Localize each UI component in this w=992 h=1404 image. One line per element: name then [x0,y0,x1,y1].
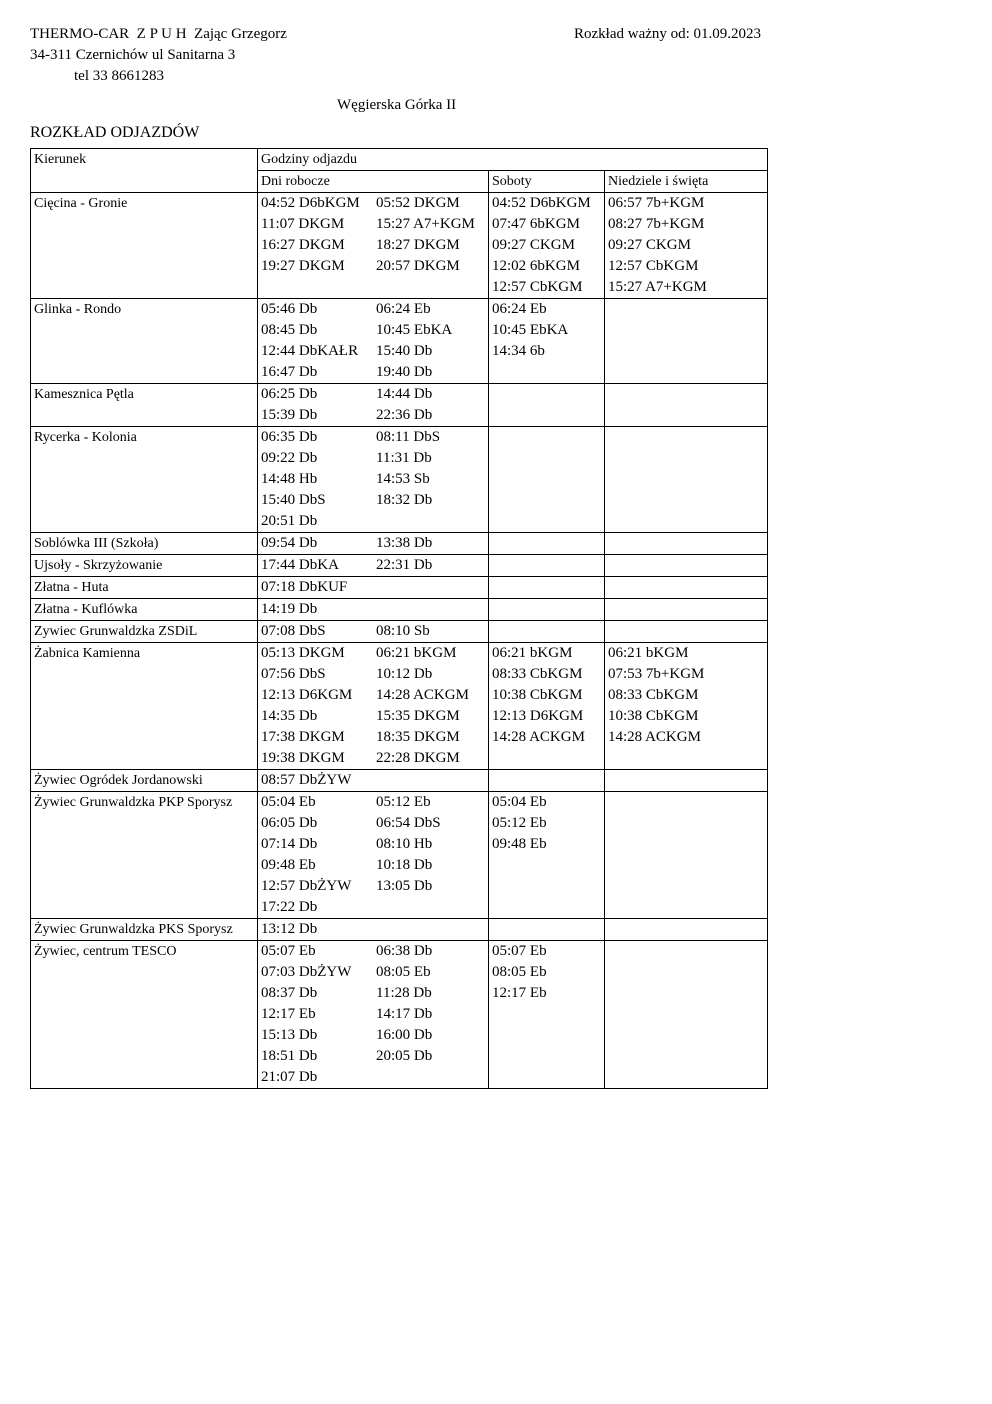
departure-time: 20:57 DKGM [376,258,460,274]
saturday-times-cell [489,577,605,599]
saturday-times-cell [489,643,605,770]
departure-time: 17:38 DKGM [261,729,345,745]
table-row [31,941,768,1089]
departure-time: 06:24 Eb [492,301,547,317]
sunday-times-cell [605,533,768,555]
departure-time: 08:57 DbŻYW [261,772,352,788]
departure-time: 12:44 DbKAŁR [261,343,359,359]
weekday-times-cell [258,792,489,919]
departure-time: 08:11 DbS [376,429,441,445]
departure-time: 07:56 DbS [261,666,326,682]
direction-cell: Soblówka III (Szkoła) [31,533,258,555]
departure-time: 14:34 6b [492,343,545,359]
departure-time: 07:08 DbS [261,623,326,639]
departure-time: 11:28 Db [376,985,432,1001]
departure-time: 09:48 Eb [261,857,316,873]
valid-from-date: Rozkład ważny od: 01.09.2023 [574,26,762,42]
departure-time: 10:18 Db [376,857,433,873]
weekday-times-cell [258,555,489,577]
departure-time: 12:57 CbKGM [608,258,699,274]
direction-header-blank [31,171,258,193]
sunday-times-cell [605,919,768,941]
departure-time: 06:35 Db [261,429,318,445]
departure-time: 14:48 Hb [261,471,318,487]
departure-time: 14:35 Db [261,708,318,724]
departure-time: 10:12 Db [376,666,433,682]
departure-time: 12:57 CbKGM [492,279,583,295]
departure-time: 05:07 Eb [492,943,547,959]
departure-time: 22:31 Db [376,557,433,573]
sunday-times-cell [605,770,768,792]
sunday-times-cell [605,621,768,643]
departure-time: 13:38 Db [376,535,433,551]
weekday-times-cell [258,599,489,621]
table-row [31,384,768,427]
departure-time: 05:46 Db [261,301,318,317]
saturday-times-cell [489,941,605,1089]
departure-time: 06:21 bKGM [376,645,457,661]
page-heading: ROZKŁAD ODJAZDÓW [30,124,200,141]
table-row [31,533,768,555]
weekday-times-cell [258,384,489,427]
departure-time: 15:35 DKGM [376,708,460,724]
saturday-times-cell [489,792,605,919]
departure-time: 16:47 Db [261,364,318,380]
table-row [31,193,768,299]
direction-cell: Żywiec Grunwaldzka PKS Sporysz [31,919,258,941]
saturday-times-cell [489,555,605,577]
departure-time: 08:33 CbKGM [608,687,699,703]
direction-cell: Ujsoły - Skrzyżowanie [31,555,258,577]
departure-time: 16:00 Db [376,1027,433,1043]
saturday-times-cell [489,621,605,643]
company-name: THERMO-CAR Z P U H Zając Grzegorz [30,26,287,42]
table-row [31,555,768,577]
departure-time: 06:54 DbS [376,815,441,831]
departure-time: 19:27 DKGM [261,258,345,274]
departure-time: 08:10 Sb [376,623,430,639]
direction-cell: Żywiec, centrum TESCO [31,941,258,1089]
saturdays-header: Soboty [489,171,605,193]
departure-time: 14:17 Db [376,1006,433,1022]
departure-time: 15:27 A7+KGM [608,279,707,295]
direction-cell: Złatna - Kuflówka [31,599,258,621]
departure-time: 05:07 Eb [261,943,316,959]
sunday-times-cell [605,193,768,299]
table-row [31,621,768,643]
direction-cell: Glinka - Rondo [31,299,258,384]
departure-time: 05:04 Eb [492,794,547,810]
departure-time: 06:24 Eb [376,301,431,317]
sunday-times-cell [605,599,768,621]
weekday-times-cell [258,919,489,941]
company-address: 34-311 Czernichów ul Sanitarna 3 [30,47,236,63]
saturday-times-cell [489,384,605,427]
departure-time: 18:35 DKGM [376,729,460,745]
weekday-times-cell [258,533,489,555]
departure-time: 08:10 Hb [376,836,433,852]
weekday-times-cell [258,941,489,1089]
weekday-times-cell [258,643,489,770]
departure-time: 18:51 Db [261,1048,318,1064]
departure-time: 11:07 DKGM [261,216,345,232]
departure-time: 06:57 7b+KGM [608,195,705,211]
departure-time: 05:13 DKGM [261,645,345,661]
departure-time: 09:22 Db [261,450,318,466]
direction-cell: Cięcina - Gronie [31,193,258,299]
direction-header: Kierunek [31,149,258,171]
table-row [31,792,768,919]
departure-time: 05:12 Eb [492,815,547,831]
departure-time: 07:53 7b+KGM [608,666,705,682]
table-row [31,919,768,941]
table-row [31,299,768,384]
timetable [30,148,768,1089]
departure-time: 08:05 Eb [492,964,547,980]
departure-time: 14:19 Db [261,601,318,617]
departure-time: 14:28 ACKGM [608,729,701,745]
departure-time: 04:52 D6bKGM [492,195,591,211]
departure-time: 16:27 DKGM [261,237,345,253]
departure-time: 17:44 DbKA [261,557,339,573]
departure-time: 19:40 Db [376,364,433,380]
departure-time: 22:36 Db [376,407,433,423]
departure-time: 06:21 bKGM [492,645,573,661]
direction-cell: Rycerka - Kolonia [31,427,258,533]
sunday-times-cell [605,299,768,384]
direction-cell: Złatna - Huta [31,577,258,599]
departure-time: 18:32 Db [376,492,433,508]
departure-time: 12:17 Eb [261,1006,316,1022]
departure-time: 12:57 DbŻYW [261,878,352,894]
departure-time: 15:39 Db [261,407,318,423]
weekday-times-cell [258,193,489,299]
saturday-times-cell [489,770,605,792]
departure-time: 08:05 Eb [376,964,431,980]
departure-time: 13:05 Db [376,878,433,894]
sundays-header: Niedziele i święta [605,171,768,193]
saturday-times-cell [489,599,605,621]
weekday-times-cell [258,299,489,384]
departure-time: 17:22 Db [261,899,318,915]
departure-time: 20:05 Db [376,1048,433,1064]
departure-time: 20:51 Db [261,513,318,529]
departure-time: 09:27 CKGM [492,237,575,253]
sunday-times-cell [605,555,768,577]
departure-time: 15:13 Db [261,1027,318,1043]
hours-header: Godziny odjazdu [258,149,768,171]
departure-time: 12:17 Eb [492,985,547,1001]
departure-time: 08:37 Db [261,985,318,1001]
saturday-times-cell [489,193,605,299]
departure-time: 21:07 Db [261,1069,318,1085]
departure-time: 10:45 EbKA [492,322,569,338]
departure-time: 15:27 A7+KGM [376,216,475,232]
departure-time: 10:45 EbKA [376,322,453,338]
stop-name: Węgierska Górka II [337,97,457,113]
sunday-times-cell [605,427,768,533]
saturday-times-cell [489,299,605,384]
direction-cell: Kamesznica Pętla [31,384,258,427]
weekday-times-cell [258,427,489,533]
departure-time: 15:40 Db [376,343,433,359]
sunday-times-cell [605,577,768,599]
departure-time: 09:48 Eb [492,836,547,852]
direction-cell: Żywiec Ogródek Jordanowski [31,770,258,792]
departure-time: 08:45 Db [261,322,318,338]
departure-time: 06:21 bKGM [608,645,689,661]
departure-time: 15:40 DbS [261,492,326,508]
departure-time: 14:28 ACKGM [376,687,469,703]
departure-time: 06:25 Db [261,386,318,402]
weekdays-header: Dni robocze [258,171,489,193]
departure-time: 05:52 DKGM [376,195,460,211]
departure-time: 13:12 Db [261,921,318,937]
direction-cell: Żabnica Kamienna [31,643,258,770]
departure-time: 05:12 Eb [376,794,431,810]
sunday-times-cell [605,384,768,427]
table-row [31,599,768,621]
table-row [31,643,768,770]
departure-time: 18:27 DKGM [376,237,460,253]
sunday-times-cell [605,643,768,770]
departure-time: 07:14 Db [261,836,318,852]
saturday-times-cell [489,919,605,941]
company-phone: tel 33 8661283 [74,68,164,84]
departure-time: 14:44 Db [376,386,433,402]
departure-time: 04:52 D6bKGM [261,195,360,211]
sunday-times-cell [605,941,768,1089]
departure-time: 09:27 CKGM [608,237,691,253]
direction-cell: Żywiec Grunwaldzka PKP Sporysz [31,792,258,919]
sunday-times-cell [605,792,768,919]
departure-time: 07:18 DbKUF [261,579,348,595]
departure-time: 14:53 Sb [376,471,430,487]
table-row [31,770,768,792]
departure-time: 12:02 6bKGM [492,258,580,274]
departure-time: 10:38 CbKGM [492,687,583,703]
departure-time: 22:28 DKGM [376,750,460,766]
departure-time: 06:38 Db [376,943,433,959]
table-row [31,427,768,533]
departure-time: 08:33 CbKGM [492,666,583,682]
weekday-times-cell [258,577,489,599]
departure-time: 09:54 Db [261,535,318,551]
saturday-times-cell [489,533,605,555]
departure-time: 05:04 Eb [261,794,316,810]
departure-time: 12:13 D6KGM [492,708,584,724]
departure-time: 19:38 DKGM [261,750,345,766]
saturday-times-cell [489,427,605,533]
departure-time: 10:38 CbKGM [608,708,699,724]
departure-time: 11:31 Db [376,450,432,466]
departure-time: 08:27 7b+KGM [608,216,705,232]
table-row [31,577,768,599]
departure-time: 12:13 D6KGM [261,687,353,703]
weekday-times-cell [258,621,489,643]
timetable-body [31,193,768,1089]
departure-time: 07:47 6bKGM [492,216,580,232]
departure-time: 14:28 ACKGM [492,729,585,745]
direction-cell: Zywiec Grunwaldzka ZSDiL [31,621,258,643]
departure-time: 06:05 Db [261,815,318,831]
weekday-times-cell [258,770,489,792]
departure-time: 07:03 DbŻYW [261,964,352,980]
